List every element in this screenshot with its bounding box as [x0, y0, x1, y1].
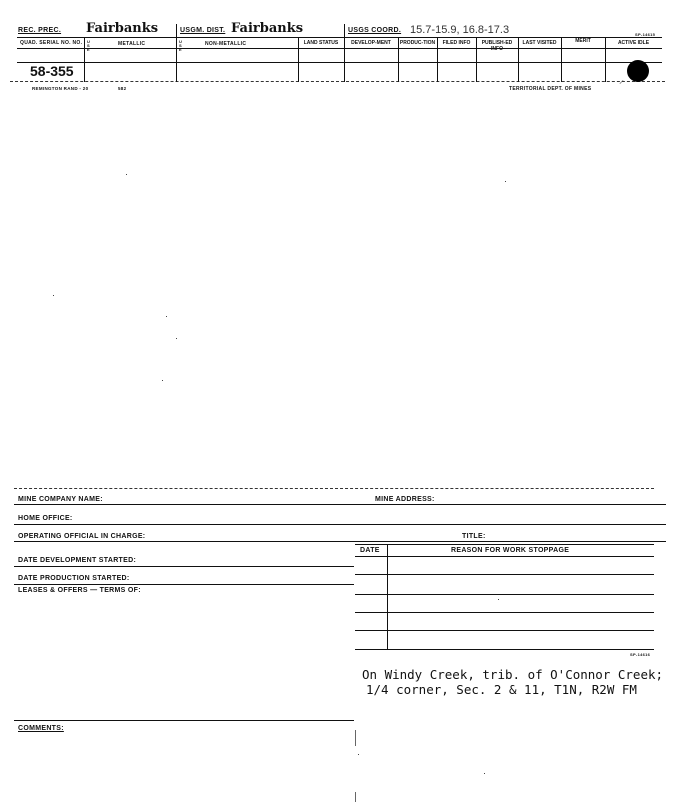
metallic-label: METALLIC [118, 41, 146, 47]
location-note-line1: On Windy Creek, trib. of O'Connor Creek; [362, 667, 664, 682]
printer-code: 582 [118, 86, 127, 91]
form-number-top: SP-14615 [635, 32, 656, 37]
stoppage-reason-header: REASON FOR WORK STOPPAGE [451, 547, 570, 554]
usgs-coord-value: 15.7-15.9, 16.8-17.3 [410, 24, 510, 36]
date-development-label: DATE DEVELOPMENT STARTED: [18, 557, 137, 564]
rec-prec-label: REC. PREC. [18, 27, 62, 34]
department-label: TERRITORIAL DEPT. OF MINES [509, 86, 592, 92]
rec-prec-value: Fairbanks [86, 21, 159, 36]
usgm-dist-label: USGM. DIST. [180, 27, 226, 34]
last-visited-label: LAST VISITED [522, 40, 557, 46]
merit-label: MERIT [575, 38, 591, 44]
active-idle-label: ACTIVE IDLE [617, 40, 650, 46]
form-number-bottom: SP-14616 [630, 652, 651, 657]
operating-official-label: OPERATING OFFICIAL IN CHARGE: [18, 533, 146, 540]
published-info-label: PUBLISH-ED INFO [481, 40, 513, 52]
use-letters-metallic: U S E [87, 39, 91, 52]
production-label: PRODUC-TION [399, 40, 436, 46]
quad-serial-value: 58-355 [30, 63, 74, 79]
land-status-label: LAND STATUS [303, 40, 339, 46]
filed-info-label: FILED INFO [442, 40, 471, 46]
check-mark-icon: ⸝ [619, 75, 624, 86]
use-letters-nonmetallic: U S E [179, 39, 183, 52]
comments-label: COMMENTS: [18, 725, 64, 732]
development-label: DEVELOP-MENT [351, 40, 391, 46]
date-production-label: DATE PRODUCTION STARTED: [18, 575, 130, 582]
usgs-coord-label: USGS COORD. [348, 27, 402, 34]
leases-label: LEASES & OFFERS — TERMS OF: [18, 587, 141, 594]
usgm-dist-value: Fairbanks [231, 21, 304, 36]
non-metallic-label: NON-METALLIC [205, 41, 247, 47]
mine-address-label: MINE ADDRESS: [375, 496, 435, 503]
quad-serial-label: QUAD. SERIAL NO. NO. [20, 40, 83, 46]
printer-label: REMINGTON RAND - 20 [32, 86, 89, 91]
location-note-line2: 1/4 corner, Sec. 2 & 11, T1N, R2W FM [366, 682, 637, 697]
title-label: TITLE: [462, 533, 486, 540]
home-office-label: HOME OFFICE: [18, 515, 73, 522]
mine-company-name-label: MINE COMPANY NAME: [18, 496, 103, 503]
active-status-dot-icon [627, 60, 649, 82]
stoppage-date-header: DATE [360, 547, 380, 554]
